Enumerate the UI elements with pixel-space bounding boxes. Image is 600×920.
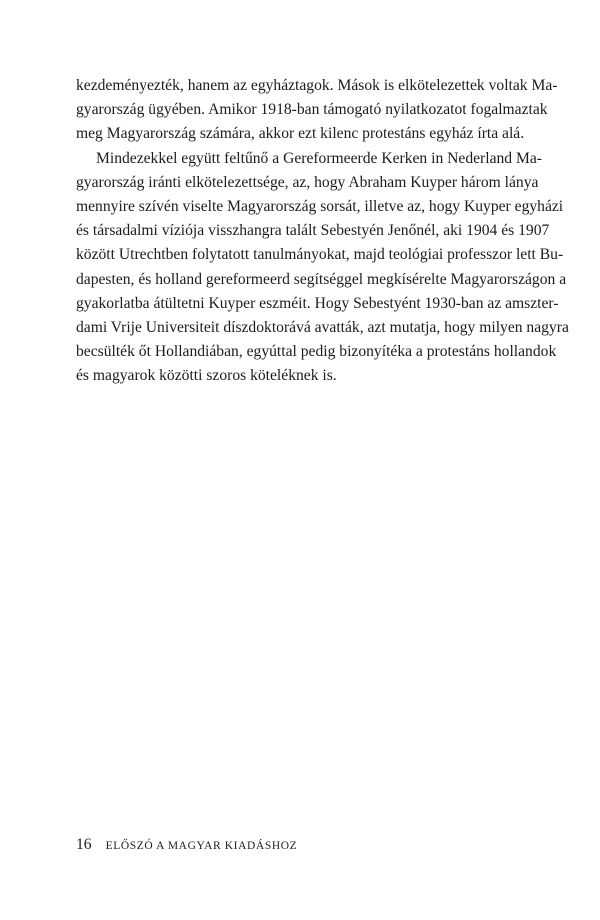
text-line: mennyire szívén viselte Magyarország sorsát, illetve az, hogy Kuyper egyházi bbox=[76, 197, 564, 215]
body-text bbox=[76, 74, 569, 388]
text-line: gyakorlatba átültetni Kuyper eszméit. Hogy Sebestyént 1930-ban az amszter- bbox=[76, 294, 559, 312]
text-line: és magyarok közötti szoros köteléknek is. bbox=[76, 367, 337, 385]
running-head: ELŐSZÓ A MAGYAR KIADÁSHOZ bbox=[105, 840, 298, 852]
text-line: meg Magyarország számára, akkor ezt kilenc protestáns egyház írta alá. bbox=[76, 125, 525, 143]
text-line: becsülték őt Hollandiában, egyúttal pedig bizonyítéka a protestáns hollandok bbox=[76, 343, 557, 361]
text-line: gyarország iránti elkötelezettsége, az, hogy Abraham Kuyper három lánya bbox=[76, 173, 539, 191]
text-line: gyarország ügyében. Amikor 1918-ban támogató nyilatkozatot fogalmaztak bbox=[76, 101, 548, 119]
page-number: 16 bbox=[76, 836, 92, 853]
text-line: dami Vrije Universiteit díszdoktorává avatták, azt mutatja, hogy milyen nagyra bbox=[76, 318, 569, 336]
text-line: dapesten, és holland gereformeerd segítséggel megkísérelte Magyarországon a bbox=[76, 270, 567, 288]
text-line: Mindezekkel együtt feltűnő a Gereformeerde Kerken in Nederland Ma- bbox=[96, 149, 542, 167]
page-footer bbox=[76, 836, 297, 854]
text-line: kezdeményezték, hanem az egyháztagok. Mások is elkötelezettek voltak Ma- bbox=[76, 77, 558, 94]
text-line: és társadalmi víziója visszhangra talált Sebestyén Jenőnél, aki 1904 és 1907 bbox=[76, 222, 550, 240]
text-line: között Utrechtben folytatott tanulmányokat, majd teológiai professzor lett Bu- bbox=[76, 246, 564, 264]
